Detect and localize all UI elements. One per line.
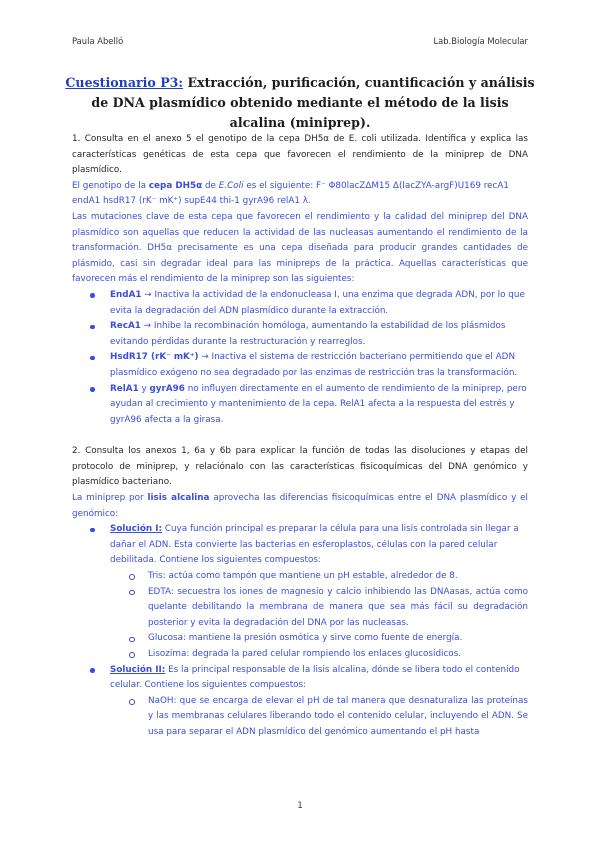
intro-term: lisis alcalina (147, 493, 210, 504)
mutation-term: RelA1 (110, 383, 139, 394)
sublist (110, 569, 528, 663)
solution-text: Cuya función principal es preparar la célula para una lisis controlada sin llegar a dañar el ADN. Esta convierte las bacterias en esferoplastos, células con la pared celular debilitada. Contiene los siguientes compuestos: (110, 524, 519, 566)
title-label: Cuestionario P3: (65, 75, 184, 90)
solution-list (72, 522, 528, 740)
mutation-text: → Inactiva la actividad de la endonucleasa I, una enzima que degrada ADN, por lo que evita la degradación del ADN plasmídico durante la extracción. (110, 289, 525, 316)
document-title (62, 73, 538, 133)
mutation-term: gyrA96 (149, 383, 185, 394)
genotype-mid: de (202, 180, 219, 191)
solution-text: Es la principal responsable de la lisis alcalina, dónde se libera todo el contenido celular. Contiene los siguientes compuestos: (110, 664, 520, 691)
title-text: Extracción, purificación, cuantificación y análisis de DNA plasmídico obtenido mediante el método de la lisis alcalina (miniprep). (91, 75, 535, 130)
list-item: NaOH: que se encarga de elevar el pH de tal manera que desnaturaliza las proteínas y las membranas celulares liberando todo el contenido celular, incluyendo el ADN. Se usa para separar el ADN plasmídico del genómico aumentando el pH hasta (148, 694, 528, 741)
mutation-text: → Inhibe la recombinación homóloga, aumentando la estabilidad de los plásmidos evitando pérdidas durante la restructuración y rearreglos. (110, 321, 506, 347)
list-item: EDTA: secuestra los iones de magnesio y calcio inhibiendo las DNAasas, actúa como quelante debilitando la membrana de manera que sea más fácil su degradación posterior y evita la degradación del DNA por las nucleasas. (148, 585, 528, 632)
page-number: 1 (297, 800, 303, 810)
mutation-text: no influyen directamente en el aumento de rendimiento de la miniprep, pero ayudan al crecimiento y mantenimiento de la cepa. RelA1 afecta a la respuesta del estrés y gyrA96 afecta a la girasa. (110, 383, 527, 425)
document-body (72, 132, 528, 741)
solution-term: Solución I: (110, 524, 163, 535)
mutation-list (72, 288, 528, 428)
header-author: Paula Abelló (72, 36, 124, 46)
genotype-species: E.Coli (218, 180, 244, 191)
list-item: Tris: actúa como tampón que mantiene un pH estable, alrededor de 8. (148, 569, 528, 585)
genotype-pre: El genotipo de la (72, 180, 149, 191)
header-course: Lab.Biología Molecular (433, 36, 528, 46)
list-item (110, 350, 528, 381)
list-item (110, 288, 528, 319)
list-item (110, 319, 528, 350)
genotype-line (72, 179, 528, 210)
question-1: 1. Consulta en el anexo 5 el genotipo de la cepa DH5α de E. coli utilizada. Identifica y explica las características genéticas de esta cepa que favorecen el rendimiento de la miniprep de DNA plasmídico. (72, 134, 528, 176)
answer-2-intro (72, 491, 528, 522)
sublist (110, 694, 528, 741)
intro-pre: La miniprep por (72, 493, 148, 504)
list-item: Glucosa: mantiene la presión osmótica y sirve como fuente de energía. (148, 631, 528, 647)
mutation-term: EndA1 (110, 289, 142, 300)
intro-post: aprovecha las diferencias fisicoquímicas entre el DNA plasmídico y el genómico: (72, 493, 528, 519)
solution-term: Solución II: (110, 664, 166, 675)
mutation-joiner: y (138, 383, 150, 394)
genotype-text: es el siguiente: F⁻ Φ80lacZΔM15 Δ(lacZYA-argF)U169 recA1 endA1 hsdR17 (rK⁻ mK⁺) supE44 thi-1 gyrA96 relA1 λ. (72, 180, 510, 207)
genotype-strain: cepa DH5α (148, 180, 203, 191)
list-item (110, 382, 528, 429)
list-item (110, 663, 528, 741)
list-item: Lisozima: degrada la pared celular rompiendo los enlaces glucosídicos. (148, 647, 528, 663)
mutation-term: RecA1 (110, 321, 141, 332)
mutation-text: → Inactiva el sistema de restricción bacteriano permitiendo que el ADN plasmídico exógeno no sea degradado por las enzimas de restricción tras la transformación. (110, 352, 518, 378)
answer-1-intro: Las mutaciones clave de esta cepa que favorecen el rendimiento y la calidad del miniprep del DNA plasmídico son aquellas que reducen la actividad de las nucleasas aumentando el rendimiento de la transformación. DH5α precisamente es una cepa diseñada para producir grandes cantidades de plásmido, casi sin degradar ideal para las minipreps de la práctica. Aquellas características que favorecen más el rendimiento de la miniprep son las siguientes: (72, 211, 528, 285)
question-2: 2. Consulta los anexos 1, 6a y 6b para explicar la función de todas las disoluciones y etapas del protocolo de miniprep, y relaciónalo con las características fisicoquímicas del DNA genómico y plasmídico bacteriano. (72, 446, 528, 488)
mutation-term: HsdR17 (rK⁻ mK⁺) (110, 352, 199, 363)
list-item (110, 522, 528, 662)
